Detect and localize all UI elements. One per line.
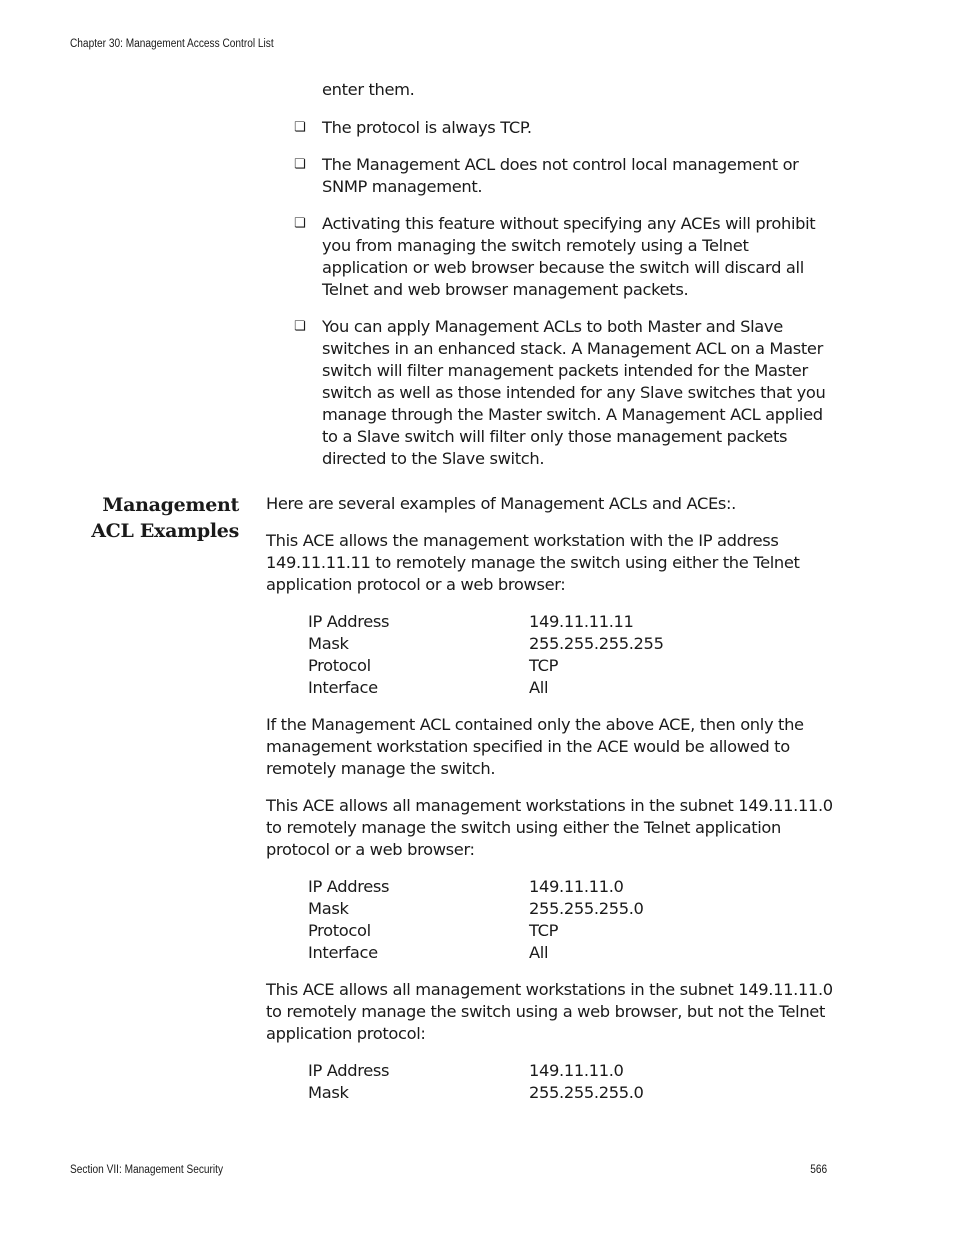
ace-row	[308, 1082, 788, 1104]
section-heading	[91, 492, 239, 544]
ace-row	[308, 611, 788, 633]
ace-value: All	[529, 943, 549, 962]
ace-key: Protocol	[308, 921, 371, 940]
bullet-item	[294, 117, 834, 139]
bullet-item	[294, 213, 834, 301]
bullet-text: You can apply Management ACLs to both Master and Slave switches in an enhanced stack. A Management ACL on a Master switch will filter management packets intended for the Master switch as well as those intended for any Slave switches that you manage through the Master switch. A Management ACL applied to a Slave switch will filter only those management packets directed to the Slave switch.	[322, 317, 826, 468]
section-heading-line2: ACL Examples	[91, 520, 239, 542]
ace-key: Interface	[308, 943, 378, 962]
ace-row	[308, 1060, 788, 1082]
ace-row	[308, 898, 788, 920]
ace-value: All	[529, 678, 549, 697]
paragraph: Here are several examples of Management ACLs and ACEs:.	[266, 494, 736, 513]
checkbox-bullet-icon: ❏	[294, 157, 306, 172]
page-number: 566	[810, 1164, 827, 1176]
ace-row	[308, 942, 788, 964]
checkbox-bullet-icon: ❏	[294, 120, 306, 135]
paragraph: If the Management ACL contained only the above ACE, then only the management workstation specified in the ACE would be allowed to remotely manage the switch.	[266, 715, 804, 778]
ace-key: Mask	[308, 1083, 349, 1102]
ace-table	[308, 876, 788, 964]
bullet-item	[294, 154, 834, 198]
bullet-text: Activating this feature without specifying any ACEs will prohibit you from managing the switch remotely using a Telnet application or web browser because the switch will discard all Telnet and web browser management packets.	[322, 214, 816, 299]
ace-value: 255.255.255.0	[529, 899, 644, 918]
ace-row	[308, 655, 788, 677]
checkbox-bullet-icon: ❏	[294, 216, 306, 231]
ace-row	[308, 876, 788, 898]
ace-value: 149.11.11.0	[529, 1061, 624, 1080]
checkbox-bullet-icon: ❏	[294, 319, 306, 334]
bullet-text: The protocol is always TCP.	[322, 118, 532, 137]
ace-key: Protocol	[308, 656, 371, 675]
paragraph: This ACE allows the management workstation with the IP address 149.11.11.11 to remotely manage the switch using either the Telnet application protocol or a web browser:	[266, 531, 800, 594]
ace-table	[308, 611, 788, 699]
ace-key: IP Address	[308, 877, 390, 896]
ace-table	[308, 1060, 788, 1104]
paragraph: This ACE allows all management workstations in the subnet 149.11.11.0 to remotely manage the switch using either the Telnet application protocol or a web browser:	[266, 796, 833, 859]
ace-key: Mask	[308, 634, 349, 653]
footer-section: Section VII: Management Security	[70, 1164, 224, 1176]
running-header: Chapter 30: Management Access Control List	[70, 38, 274, 50]
ace-value: TCP	[529, 656, 559, 675]
continuation-text: enter them.	[322, 80, 415, 99]
ace-key: Mask	[308, 899, 349, 918]
ace-row	[308, 677, 788, 699]
ace-key: IP Address	[308, 1061, 390, 1080]
ace-value: 149.11.11.0	[529, 877, 624, 896]
ace-key: Interface	[308, 678, 378, 697]
section-heading-line1: Management	[102, 494, 239, 516]
ace-row	[308, 920, 788, 942]
bullet-item	[294, 316, 834, 470]
ace-value: TCP	[529, 921, 559, 940]
ace-value: 149.11.11.11	[529, 612, 634, 631]
ace-key: IP Address	[308, 612, 390, 631]
ace-value: 255.255.255.0	[529, 1083, 644, 1102]
bullet-text: The Management ACL does not control local management or SNMP management.	[322, 155, 799, 196]
paragraph: This ACE allows all management workstations in the subnet 149.11.11.0 to remotely manage the switch using a web browser, but not the Telnet application protocol:	[266, 980, 833, 1043]
ace-row	[308, 633, 788, 655]
ace-value: 255.255.255.255	[529, 634, 664, 653]
